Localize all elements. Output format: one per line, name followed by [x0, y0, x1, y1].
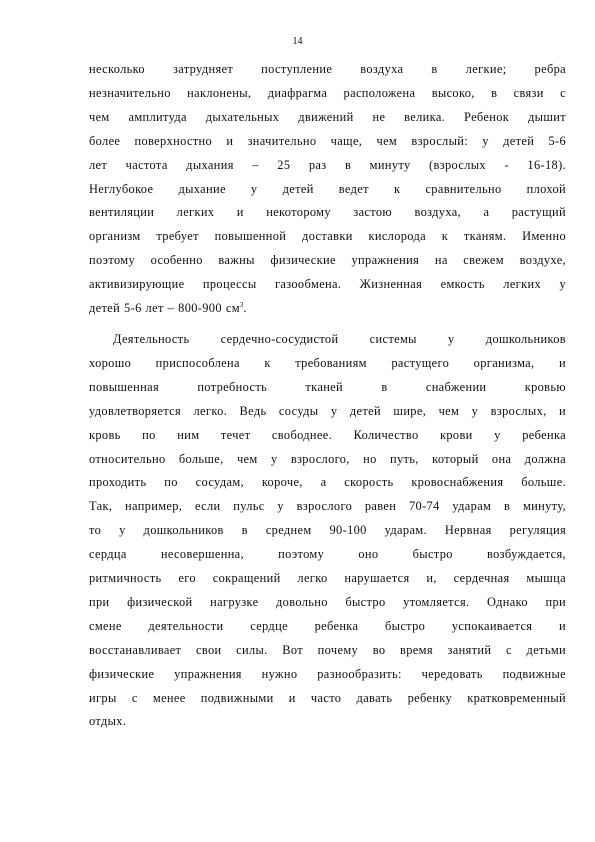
- text-line-end: .: [243, 301, 247, 316]
- text-line: Неглубокое дыхание у детей ведет к сравнительно плохой: [89, 181, 566, 196]
- text-line: повышенная потребность тканей в снабжении кровью: [89, 379, 566, 394]
- text-line: несколько затрудняет поступление воздуха в легкие; ребра: [89, 62, 566, 76]
- text-line-last: [89, 297, 566, 321]
- text-line: Деятельность сердечно-сосудистой системы у дошкольников: [113, 331, 566, 346]
- text-line: при физической нагрузке довольно быстро утомляется. Однако при: [89, 594, 566, 609]
- text-line: хорошо приспособлена к требованиям растущего организма, и: [89, 355, 566, 370]
- text-line: Так, например, если пульс у взрослого равен 70-74 ударам в минуту,: [89, 499, 566, 514]
- text-line: сердца несовершенна, поэтому оно быстро возбуждается,: [89, 547, 566, 562]
- text-line: восстанавливает свои силы. Вот почему во время занятий с детьми: [89, 642, 566, 657]
- text-line: удовлетворяется легко. Ведь сосуды у детей шире, чем у взрослых, и: [89, 403, 566, 418]
- text-line: более поверхностно и значительно чаще, чем взрослый: у детей 5-6: [89, 133, 566, 148]
- text-line: смене деятельности сердце ребенка быстро успокаивается и: [89, 618, 566, 633]
- text-line: ритмичность его сокращений легко нарушается и, сердечная мышца: [89, 571, 566, 586]
- text-line: поэтому особенно важны физические упражнения на свежем воздухе,: [89, 253, 566, 268]
- page-number: 14: [292, 36, 303, 47]
- text-line: кровь по ним течет свободнее. Количество крови у ребенка: [89, 427, 566, 442]
- text-line: вентиляции легких и некоторому застою воздуха, а растущий: [89, 205, 566, 220]
- text-line: физические упражнения нужно разнообразить: чередовать подвижные: [89, 666, 566, 681]
- text-line: активизирующие процессы газообмена. Жизненная емкость легких у: [89, 277, 566, 292]
- text-line: лет частота дыхания – 25 раз в минуту (взрослых - 16-18).: [89, 157, 566, 172]
- text-line: проходить по сосудам, короче, а скорость кровоснабжения больше.: [89, 475, 566, 490]
- superscript-unit: 3: [239, 301, 244, 310]
- text-line: организм требует повышенной доставки кислорода к тканям. Именно: [89, 229, 566, 244]
- body-text: [89, 58, 566, 734]
- text-line: игры с менее подвижными и часто давать ребенку кратковременный: [89, 690, 566, 705]
- text-line: незначительно наклонены, диафрагма расположена высоко, в связи с: [89, 85, 566, 100]
- paragraph-cardiovascular: [89, 328, 566, 734]
- paragraph-breathing: [89, 58, 566, 321]
- text-line: чем амплитуда дыхательных движений не велика. Ребенок дышит: [89, 109, 566, 124]
- text-line-last: отдых.: [89, 714, 127, 729]
- text-line: относительно больше, чем у взрослого, но путь, который она должна: [89, 451, 566, 466]
- text-line-main: детей 5-6 лет – 800-900 см: [89, 301, 240, 316]
- text-line: то у дошкольников в среднем 90-100 ударам. Нервная регуляция: [89, 523, 566, 538]
